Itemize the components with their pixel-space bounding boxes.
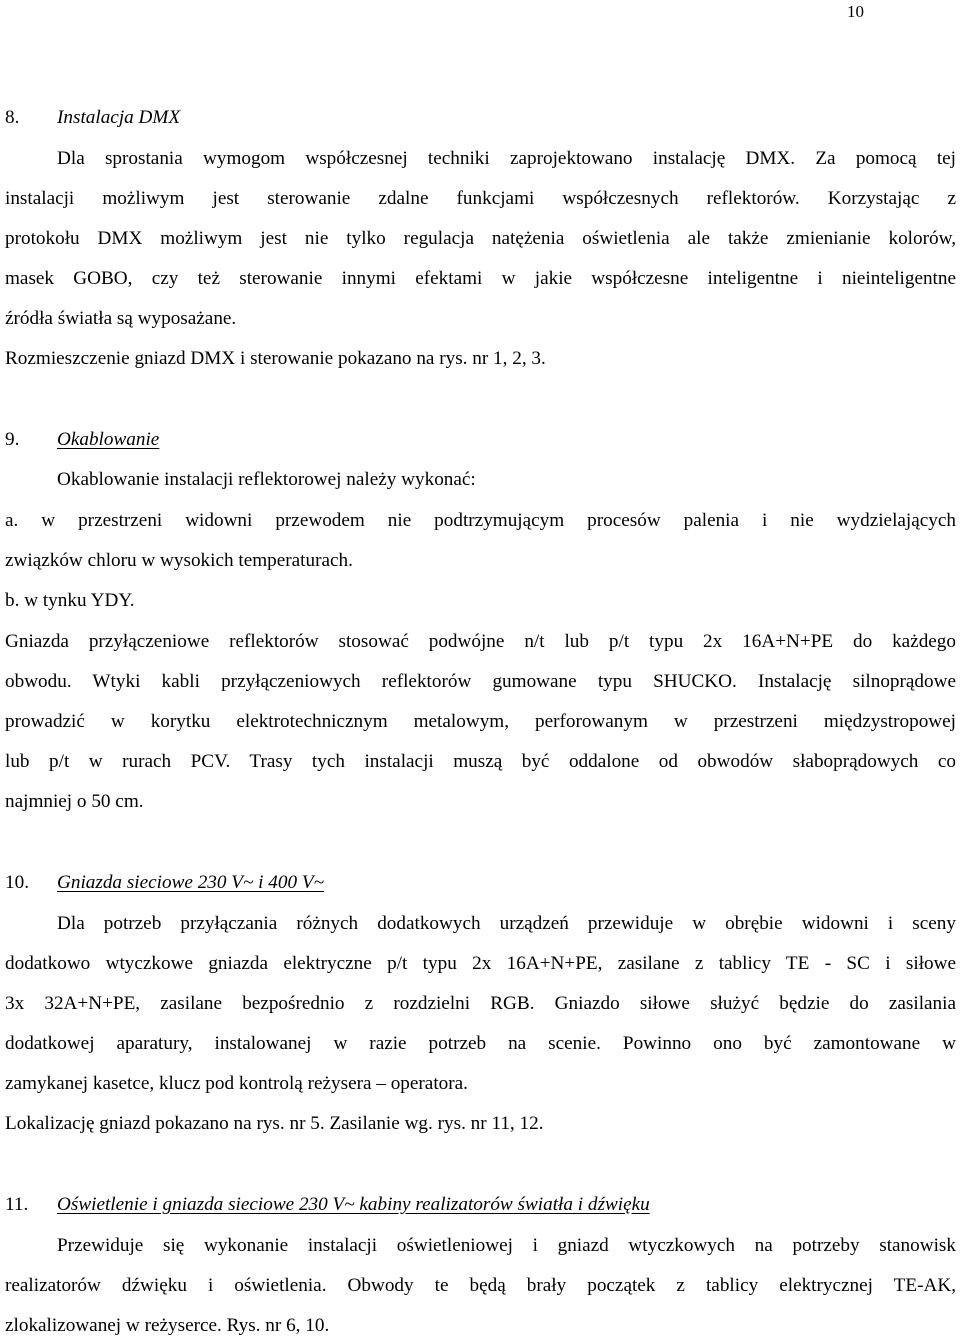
paragraph-line: masek GOBO, czy też sterowanie innymi efektami w jakie współczesne inteligentne i nieinteligentne [5,268,956,289]
page-number: 10 [847,2,864,21]
paragraph-line: obwodu. Wtyki kabli przyłączeniowych reflektorów gumowane typu SHUCKO. Instalację silnoprądowe [5,671,956,692]
paragraph-line: Okablowanie instalacji reflektorowej należy wykonać: [57,469,476,490]
section-number: 10. [5,872,29,893]
section-title: Oświetlenie i gniazda sieciowe 230 V~ kabiny realizatorów światła i dźwięku [57,1194,650,1215]
paragraph-line: 3x 32A+N+PE, zasilane bezpośrednio z rozdzielni RGB. Gniazdo siłowe służyć będzie do zasilania [5,993,956,1014]
section-heading [5,1192,650,1218]
section-heading [5,105,180,131]
paragraph-line: prowadzić w korytku elektrotechnicznym metalowym, perforowanym w przestrzeni międzystropowej [5,711,956,732]
paragraph-line: realizatorów dźwięku i oświetlenia. Obwody te będą brały początek z tablicy elektrycznej TE-AK, [5,1275,956,1296]
paragraph-line: a. w przestrzeni widowni przewodem nie podtrzymującym procesów palenia i nie wydzielających [5,510,956,531]
paragraph-line: źródła światła są wyposażane. [5,308,237,329]
paragraph-line: zlokalizowanej w reżyserce. Rys. nr 6, 10. [5,1315,330,1336]
paragraph-line: lub p/t w rurach PCV. Trasy tych instalacji muszą być oddalone od obwodów słaboprądowych co [5,751,956,772]
paragraph-line: dodatkowo wtyczkowe gniazda elektryczne p/t typu 2x 16A+N+PE, zasilane z tablicy TE - SC i siłowe [5,953,956,974]
paragraph-line: najmniej o 50 cm. [5,791,144,812]
section-title: Gniazda sieciowe 230 V~ i 400 V~ [57,872,324,893]
section-number: 11. [5,1194,29,1215]
section-heading [5,870,324,896]
paragraph-line: dodatkowej aparatury, instalowanej w razie potrzeb na scenie. Powinno ono być zamontowane w [5,1033,956,1054]
paragraph-line: Dla sprostania wymogom współczesnej techniki zaprojektowano instalację DMX. Za pomocą tej [57,148,956,169]
section-number: 8. [5,107,20,128]
section-heading [5,427,159,453]
paragraph-line: Rozmieszczenie gniazd DMX i sterowanie pokazano na rys. nr 1, 2, 3. [5,348,546,369]
paragraph-line: Dla potrzeb przyłączania różnych dodatkowych urządzeń przewiduje w obrębie widowni i sceny [57,913,956,934]
paragraph-line: Lokalizację gniazd pokazano na rys. nr 5. Zasilanie wg. rys. nr 11, 12. [5,1113,544,1134]
paragraph-line: związków chloru w wysokich temperaturach. [5,550,353,571]
paragraph-line: instalacji możliwym jest sterowanie zdalne funkcjami współczesnych reflektorów. Korzystając z [5,188,956,209]
paragraph-line: Przewiduje się wykonanie instalacji oświetleniowej i gniazd wtyczkowych na potrzeby stanowisk [57,1235,956,1256]
paragraph-line: protokołu DMX możliwym jest nie tylko regulacja natężenia oświetlenia ale także zmienianie kolorów, [5,228,956,249]
section-title: Instalacja DMX [57,107,181,128]
section-title: Okablowanie [57,429,160,450]
section-number: 9. [5,429,20,450]
paragraph-line: b. w tynku YDY. [5,590,135,611]
paragraph-line: zamykanej kasetce, klucz pod kontrolą reżysera – operatora. [5,1073,468,1094]
paragraph-line: Gniazda przyłączeniowe reflektorów stosować podwójne n/t lub p/t typu 2x 16A+N+PE do każdego [5,631,956,652]
